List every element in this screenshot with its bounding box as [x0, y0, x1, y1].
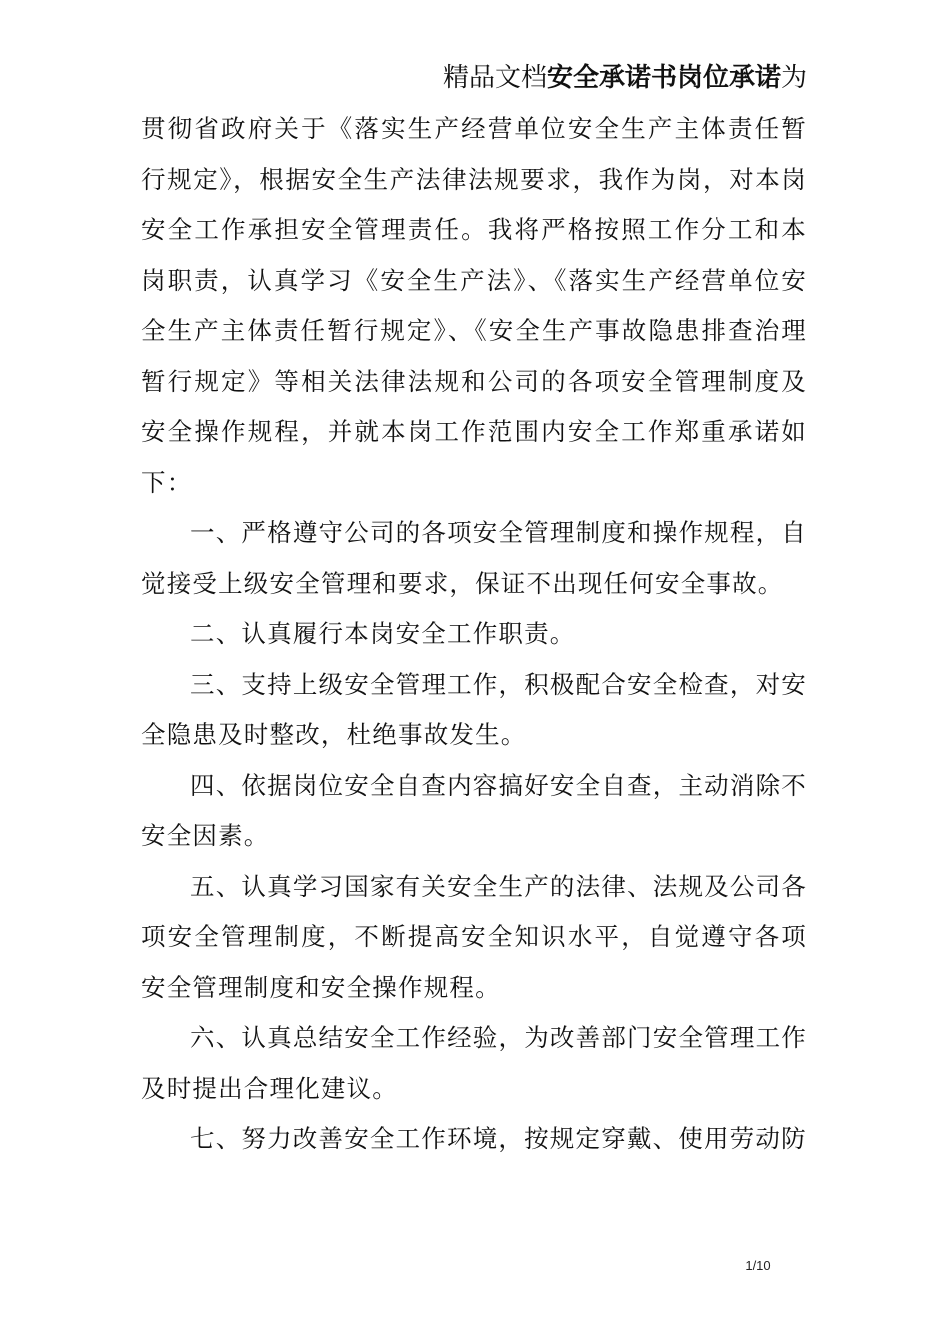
commitment-item-4: 四、依据岗位安全自查内容搞好安全自查，主动消除不安全因素。: [141, 770, 807, 850]
header-trailing-text: 为: [780, 63, 807, 93]
commitment-item-1: 一、严格遵守公司的各项安全管理制度和操作规程，自觉接受上级安全管理和要求，保证不出现任何安全事故。: [141, 518, 807, 598]
commitment-item-3: 三、支持上级安全管理工作，积极配合安全检查，对安全隐患及时整改，杜绝事故发生。: [141, 669, 807, 749]
header-prefix: 精品文档: [442, 63, 547, 93]
commitment-item-7: 七、努力改善安全工作环境，按规定穿戴、使用劳动防: [190, 1124, 807, 1153]
commitment-item-2: 二、认真履行本岗安全工作职责。: [190, 619, 576, 648]
page-header: [443, 58, 807, 98]
document-body: [141, 104, 807, 1165]
page-number: 1/10: [745, 1258, 771, 1273]
commitment-item-6: 六、认真总结安全工作经验，为改善部门安全管理工作及时提出合理化建议。: [141, 1023, 807, 1103]
intro-paragraph: 贯彻省政府关于《落实生产经营单位安全生产主体责任暂行规定》，根据安全生产法律法规要求，我作为岗，对本岗安全工作承担安全管理责任。我将严格按照工作分工和本岗职责，认真学习《安全生产法》、《落实生产经营单位安全生产主体责任暂行规定》、《安全生产事故隐患排查治理暂行规定》等相关法律法规和公司的各项安全管理制度及安全操作规程，并就本岗工作范围内安全工作郑重承诺如下：: [141, 114, 807, 497]
commitment-item-5: 五、认真学习国家有关安全生产的法律、法规及公司各项安全管理制度，不断提高安全知识水平，自觉遵守各项安全管理制度和安全操作规程。: [141, 871, 807, 1002]
document-title: 安全承诺书岗位承诺: [546, 63, 781, 93]
